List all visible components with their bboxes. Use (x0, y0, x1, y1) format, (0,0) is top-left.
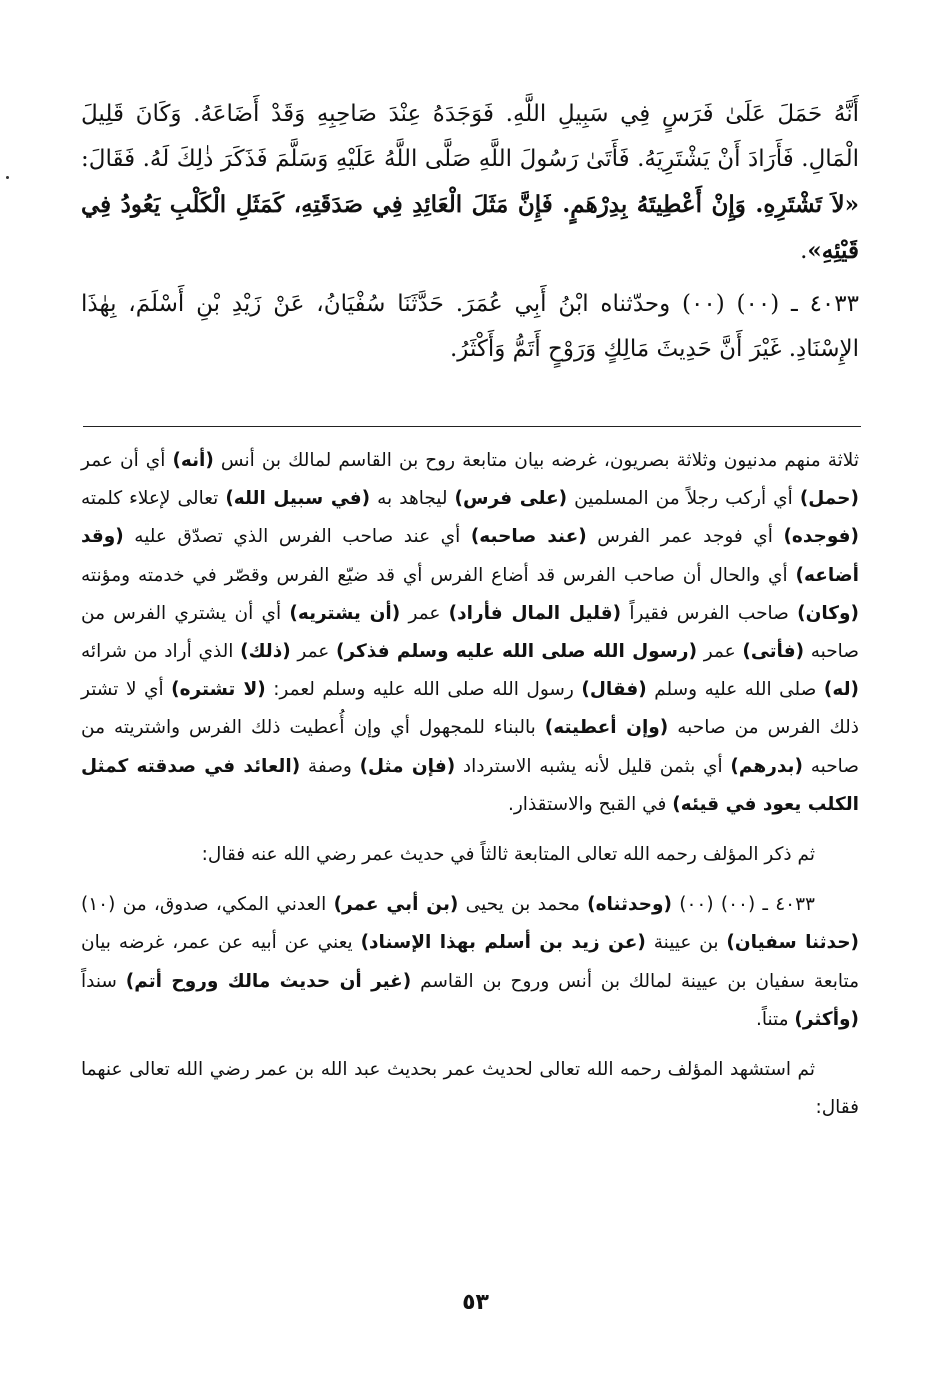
page-number: ٥٣ (462, 1290, 489, 1315)
commentary-lemma: (في سبيل الله) (225, 488, 371, 510)
commentary-lemma: (على فرس) (454, 488, 568, 510)
commentary-lemma: (عن زيد بن أسلم بهذا الإسناد) (360, 932, 646, 954)
commentary-lemma: (حمل) (799, 488, 859, 510)
commentary-text: ليجاهد به (370, 488, 455, 510)
footnote-divider (83, 426, 861, 427)
commentary-lemma: (وأكثر) (794, 1008, 859, 1030)
commentary (81, 442, 859, 1139)
commentary-text: عمر (290, 641, 337, 663)
commentary-lemma: (أنه) (172, 450, 214, 471)
commentary-text: صاحب الفرس فقيراً (621, 602, 798, 624)
hadith-end: . (800, 238, 808, 264)
commentary-text: الذي أراد من شرائه (81, 641, 241, 663)
commentary-text: سنداً (81, 970, 126, 992)
commentary-lemma: (فوجده) (783, 526, 860, 548)
commentary-lemma: (ذلك) (240, 641, 291, 663)
commentary-text: محمد بن يحيى (458, 894, 588, 916)
commentary-text: أي أركب رجلاً من المسلمين (567, 488, 800, 510)
commentary-lemma: (غير أن حديث مالك وروح أتم) (125, 970, 412, 992)
commentary-text: صلى الله عليه وسلم (646, 679, 824, 701)
commentary-text: عمر (697, 641, 743, 663)
commentary-text: بن عيينة (645, 932, 727, 954)
commentary-text: رسول الله صلى الله عليه وسلم لعمر: (265, 679, 582, 701)
commentary-text: متناً. (755, 1008, 795, 1030)
commentary-lemma: (العائد في صدقته كمثل الكلب يعود في قيئه) (81, 755, 859, 815)
commentary-lemma: (فإن مثل) (359, 755, 456, 777)
commentary-lemma: (عند صاحبه) (470, 526, 587, 548)
commentary-text: تعالى لإعلاء كلمته (81, 488, 226, 510)
hadith-narration: أَنَّهُ حَمَلَ عَلَىٰ فَرَسٍ فِي سَبِيلِ اللَّهِ. فَوَجَدَهُ عِنْدَ صَاحِبِهِ وَقَدْ أَضَاعَهُ. وَكَانَ قَلِيلَ الْمَالِ. فَأَرَادَ أَنْ يَشْتَرِيَهُ. فَأَتَىٰ رَسُولَ اللَّهِ صَلَّى اللَّهُ عَلَيْهِ وَسَلَّمَ فَذَكَرَ ذٰلِكَ لَهُ. فَقَالَ: (81, 101, 859, 172)
hadith-chain-paragraph: ٤٠٣٣ ـ (٠٠) (٠٠) وحدّثناه ابْنُ أَبِي عُمَرَ. حَدَّثَنَا سُفْيَانُ، عَنْ زَيْدِ بْنِ أَسْلَمَ، بِهٰذَا الإِسْنَادِ. غَيْرَ أَنَّ حَدِيثَ مَالِكٍ وَرَوْحٍ أَتَمُّ وَأَكْثَرُ. (81, 291, 859, 362)
commentary-text: أي أن عمر (81, 450, 173, 471)
commentary-paragraph-3 (81, 886, 859, 1039)
commentary-lemma: (فقال) (581, 679, 647, 701)
commentary-lemma: (لا تشتره) (171, 679, 266, 701)
commentary-lemma: (وقد أضاعه) (81, 526, 859, 586)
commentary-lemma: (له) (823, 679, 859, 701)
commentary-lemma: (أن يشتريه) (289, 602, 401, 624)
commentary-lemma: (فأتى) (742, 641, 805, 663)
commentary-paragraph-1 (81, 442, 859, 824)
commentary-text: العدني المكي، صدوق، من (١٠) (81, 894, 334, 916)
commentary-text: أي لا تشتر ذلك الفرس من صاحبه (81, 679, 859, 739)
hadith-paragraph (81, 92, 859, 274)
commentary-text: في القبح والاستقذار. (507, 793, 673, 815)
commentary-paragraph-2: ثم ذكر المؤلف رحمه الله تعالى المتابعة ثالثاً في حديث عمر رضي الله عنه فقال: (201, 844, 815, 866)
commentary-lemma: (وحدثناه) (587, 894, 672, 916)
commentary-lemma: (رسول الله صلى الله عليه وسلم فذكر) (336, 641, 698, 663)
commentary-text: وصفة (300, 755, 360, 777)
commentary-text: بالبناء للمجهول أي وإن أُعطيت ذلك الفرس واشتريته من صاحبه (81, 717, 859, 777)
commentary-text: يعني عن أبيه عن عمر، غرضه بيان متابعة سفيان بن عيينة لمالك بن أنس وروح بن القاسم (81, 932, 859, 992)
commentary-lemma: (حدثنا سفيان) (726, 932, 860, 954)
scan-speck (6, 176, 9, 179)
hadith-text (81, 92, 859, 380)
commentary-text: أي والحال أن صاحب الفرس قد أضاع الفرس أي قد ضيّع الفرس وقصّر في خدمته ومؤنته (81, 564, 796, 586)
prophet-quote: «لاَ تَشْتَرِهِ. وَإِنْ أَعْطِيتَهُ بِدِرْهَمٍ. فَإِنَّ مَثَلَ الْعَائِدِ فِي صَدَقَتِهِ، كَمَثَلِ الْكَلْبِ يَعُودُ فِي قَيْئِهِ» (81, 191, 859, 264)
commentary-text: ثلاثة منهم مدنيون وثلاثة بصريون، غرضه بيان متابعة روح بن القاسم لمالك بن أنس (213, 450, 859, 471)
commentary-lemma: (وإن أعطيته) (544, 717, 669, 739)
commentary-paragraph-4: ثم استشهد المؤلف رحمه الله تعالى لحديث عمر بحديث عبد الله بن عمر رضي الله تعالى عنهما فقال: (81, 1059, 859, 1119)
commentary-lemma: (وكان) (797, 602, 860, 624)
commentary-text: ٤٠٣٣ ـ (٠٠) (٠٠) (671, 894, 815, 916)
commentary-text: أي عند صاحب الفرس الذي تصدّق عليه (123, 526, 471, 548)
commentary-text: عمر (400, 602, 449, 624)
commentary-lemma: (بدرهم) (730, 755, 803, 777)
commentary-lemma: (بن أبي عمر) (333, 894, 459, 916)
commentary-text: أي بثمن قليل لأنه يشبه الاسترداد (455, 755, 731, 777)
commentary-text: أي فوجد عمر الفرس (586, 526, 784, 548)
commentary-lemma: (قليل المال فأراد) (448, 602, 622, 624)
commentary-text: أي أن يشتري الفرس من صاحبه (81, 602, 860, 663)
